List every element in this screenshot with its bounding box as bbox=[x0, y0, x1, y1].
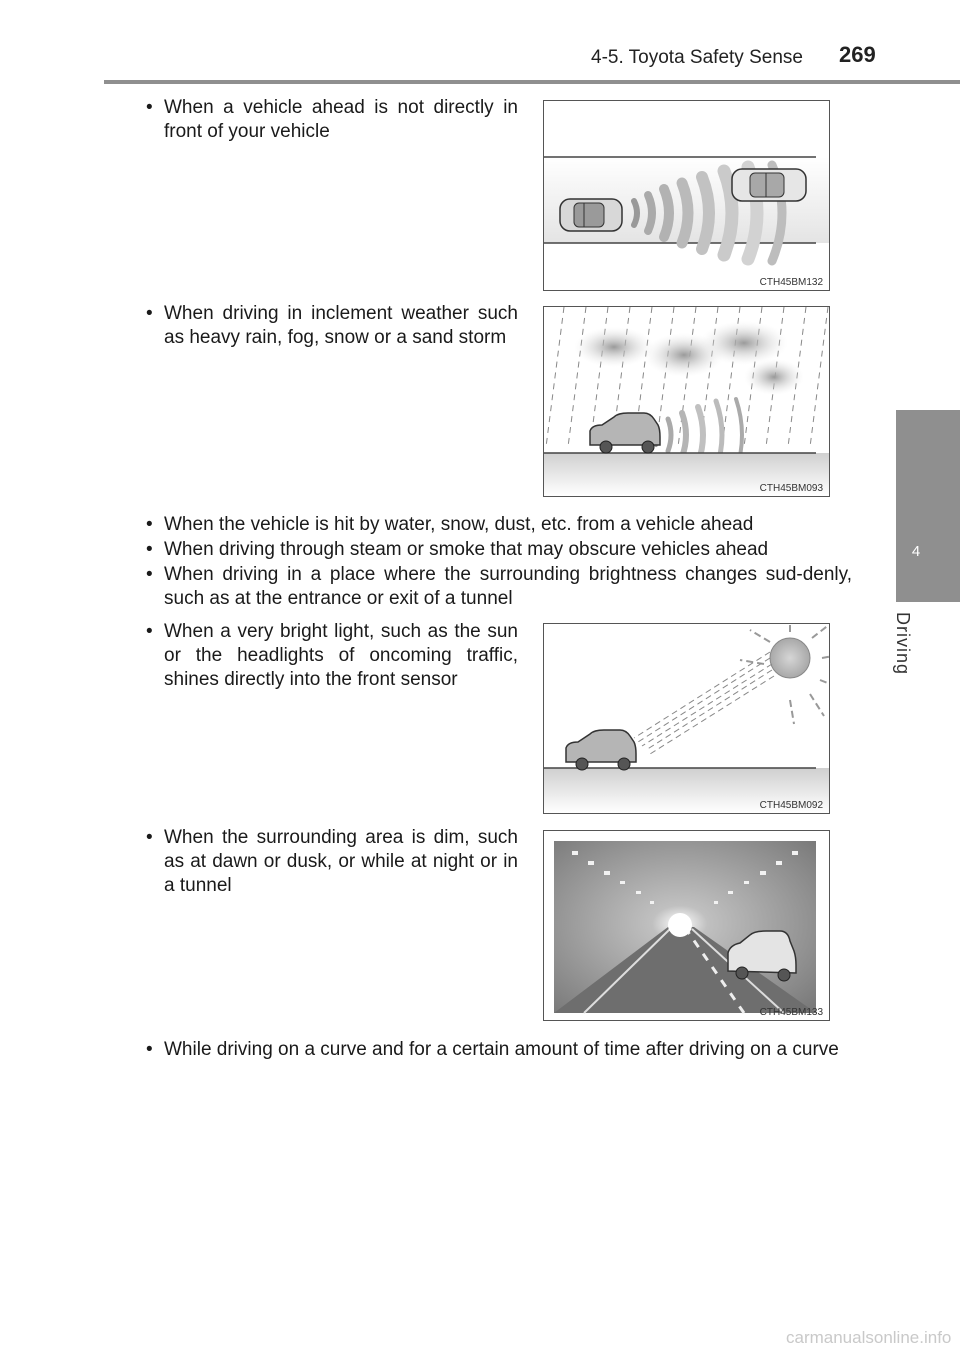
bullet-text: When the vehicle is hit by water, snow, dust, etc. from a vehicle ahead bbox=[164, 514, 754, 535]
bullet-item bbox=[146, 513, 852, 537]
bullet-text: When driving through steam or smoke that may obscure vehicles ahead bbox=[164, 539, 769, 560]
chapter-label: Driving bbox=[893, 612, 913, 676]
page-number: 269 bbox=[839, 42, 876, 67]
bullet-symbol: • bbox=[146, 97, 153, 118]
bullet-item bbox=[146, 96, 518, 144]
section-title: 4-5. Toyota Safety Sense bbox=[591, 47, 803, 68]
own-car-icon bbox=[560, 199, 622, 231]
dim-tunnel-illustration bbox=[544, 831, 829, 1020]
chapter-number: 4 bbox=[911, 543, 921, 560]
bullet-item bbox=[146, 302, 518, 350]
figure-code: CTH45BM092 bbox=[759, 800, 823, 811]
bullet-symbol: • bbox=[146, 827, 153, 848]
bullet-item bbox=[146, 620, 518, 692]
bullet-symbol: • bbox=[146, 621, 153, 642]
bullet-text: When a vehicle ahead is not directly in front of your vehicle bbox=[164, 97, 518, 142]
bullet-symbol: • bbox=[146, 564, 153, 585]
figure-offset-vehicle bbox=[543, 100, 830, 291]
bullet-item bbox=[146, 826, 518, 898]
sun-icon bbox=[770, 638, 810, 678]
header-rule bbox=[104, 80, 960, 84]
bullet-text: When a very bright light, such as the sun or the headlights of oncoming traffic, shines directly into the front sensor bbox=[164, 621, 518, 690]
watermark: carmanualsonline.info bbox=[786, 1328, 952, 1347]
figure-code: CTH45BM093 bbox=[759, 483, 823, 494]
bullet-item bbox=[146, 1038, 852, 1062]
figure-bright-sunlight bbox=[543, 623, 830, 814]
bullet-symbol: • bbox=[146, 514, 153, 535]
figure-dim-tunnel bbox=[543, 830, 830, 1021]
inclement-weather-illustration bbox=[544, 307, 829, 496]
figure-inclement-weather bbox=[543, 306, 830, 497]
car-icon bbox=[590, 413, 660, 453]
bullet-text: While driving on a curve and for a certain amount of time after driving on a curve bbox=[164, 1039, 839, 1060]
bullet-text: When driving in a place where the surrounding brightness changes sud-denly, such as at the entrance or exit of a tunnel bbox=[164, 564, 852, 609]
chapter-tab bbox=[896, 410, 960, 602]
bright-sunlight-illustration bbox=[544, 624, 829, 813]
offset-vehicle-illustration bbox=[544, 101, 829, 290]
vehicle-ahead-icon bbox=[732, 169, 806, 201]
bullet-symbol: • bbox=[146, 539, 153, 560]
bullet-item bbox=[146, 563, 852, 611]
figure-code: CTH45BM133 bbox=[759, 1007, 823, 1018]
car-icon bbox=[566, 730, 636, 770]
bullet-item bbox=[146, 538, 852, 562]
bullet-text: When the surrounding area is dim, such as at dawn or dusk, or while at night or in a tunnel bbox=[164, 827, 518, 896]
tunnel-exit-light bbox=[668, 913, 692, 937]
bullet-symbol: • bbox=[146, 1039, 153, 1060]
bullet-text: When driving in inclement weather such as heavy rain, fog, snow or a sand storm bbox=[164, 303, 518, 348]
figure-code: CTH45BM132 bbox=[759, 277, 823, 288]
bullet-symbol: • bbox=[146, 303, 153, 324]
